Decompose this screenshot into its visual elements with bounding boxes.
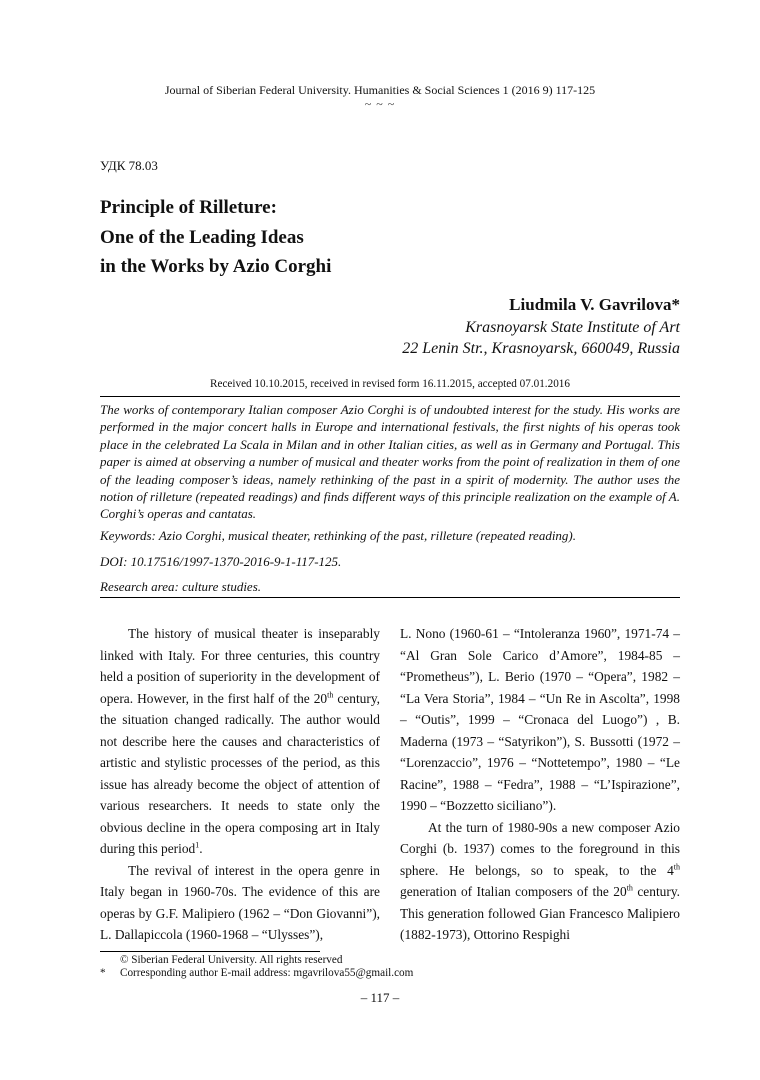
title-line-2: One of the Leading Ideas	[100, 226, 304, 248]
keywords: Keywords: Azio Corghi, musical theater, rethinking of the past, rilleture (repeated reading).	[100, 528, 577, 543]
doi: DOI: 10.17516/1997-1370-2016-9-1-117-125.	[100, 554, 342, 569]
title-line-3: in the Works by Azio Corghi	[100, 256, 332, 277]
article-title	[100, 193, 331, 282]
udk-code: УДК 78.03	[100, 158, 158, 173]
abstract-top-rule	[100, 396, 680, 397]
affiliation-line-1: Krasnoyarsk State Institute of Art	[465, 319, 680, 336]
title-line-1: Principle of Rilleture:	[100, 197, 277, 218]
abstract-text: The works of contemporary Italian composer Azio Corghi is of undoubted interest for the study. His works are performed in the major concert halls in Europe and international festivals, the first nights of his operas took place in the celebrated La Scala in Milan and in other Italian cities, as well as in Germany and Portugal. This paper is aimed at observing a number of musical and theater works from the point of realization in them of one of the leading composer’s ideas, namely rethinking of the past in a spirit of modernity. The author uses the notion of rilleture (repeated readings) and finds different ways of this principle realization on the example of A. Corghi’s operas and cantatas.	[100, 402, 680, 522]
text-run: century, the situation changed radically. The author would not describe here the causes and characteristics of artistic and stylistic processes of the period, as this issue has already become the object of attention of various researchers. It needs to state only the obvious decline in the opera composing art in Italy during this period	[100, 690, 380, 856]
text-run: At the turn of 1980-90s a new composer Azio Corghi (b. 1937) comes to the foreground in this sphere. He belongs, so to speak, to the 4	[400, 819, 680, 878]
body-column-right	[400, 623, 680, 946]
footnote-corresponding-author: Corresponding author E-mail address: mgavrilova55@gmail.com	[120, 967, 414, 979]
text-run: .	[199, 841, 203, 856]
superscript: th	[626, 883, 633, 893]
header-separator: ~ ~ ~	[364, 97, 396, 111]
abstract-bottom-rule	[100, 597, 680, 598]
body-column-left	[100, 623, 380, 946]
affiliation-line-2: 22 Lenin Str., Krasnoyarsk, 660049, Russia	[402, 340, 680, 357]
text-run: The history of musical theater is inseparably linked with Italy. For three centuries, this country held a position of superiority in the development of opera. However, in the first half of the 20	[100, 626, 380, 706]
footnote-star: *	[100, 967, 106, 979]
superscript: th	[673, 862, 680, 872]
page-number: – 117 –	[360, 990, 400, 1005]
received-dates: Received 10.10.2015, received in revised form 16.11.2015, accepted 07.01.2016	[210, 378, 570, 390]
author-name: Liudmila V. Gavrilova*	[509, 295, 680, 314]
body-paragraph-2: The revival of interest in the opera genre in Italy began in 1960-70s. The evidence of this are operas by G.F. Malipiero (1962 – “Don Giovanni”), L. Dallapiccola (1960-1968 – “Ulysses”),	[100, 862, 380, 942]
body-paragraph-3: L. Nono (1960-61 – “Intoleranza 1960”, 1971-74 – “Al Gran Sole Carico d’Amore”, 1984-85 – “Prometheus”), L. Berio (1970 – “Opera”, 1982 – “La Vera Storia”, 1984 – “Un Re in Ascolta”, 1998 – “Outis”, 1999 – “Cronaca del Luogo”) , B. Maderna (1973 – “Satyrikon”), S. Bussotti (1972 – “Lorenzaccio”, 1976 – “Nottetempo”, 1980 – “Le Racine”, 1988 – “Fedra”, 1988 – “L’Ispirazione”, 1990 – “Bozzetto siciliano”).	[400, 626, 680, 813]
author-affiliation	[402, 317, 680, 359]
superscript: th	[327, 690, 334, 700]
research-area: Research area: culture studies.	[100, 579, 262, 594]
footnote-copyright: © Siberian Federal University. All rights reserved	[120, 954, 343, 966]
body-paragraph-4	[400, 817, 680, 946]
footnote-rule	[100, 951, 320, 952]
footnote-ref: 1	[195, 840, 200, 850]
text-run: century. This generation followed Gian Francesco Malipiero (1882-1973), Ottorino Respighi	[400, 884, 680, 942]
journal-header: Journal of Siberian Federal University. Humanities & Social Sciences 1 (2016 9) 117-125	[164, 83, 596, 97]
body-paragraph-1	[100, 623, 380, 860]
text-run: generation of Italian composers of the 20	[400, 884, 627, 899]
